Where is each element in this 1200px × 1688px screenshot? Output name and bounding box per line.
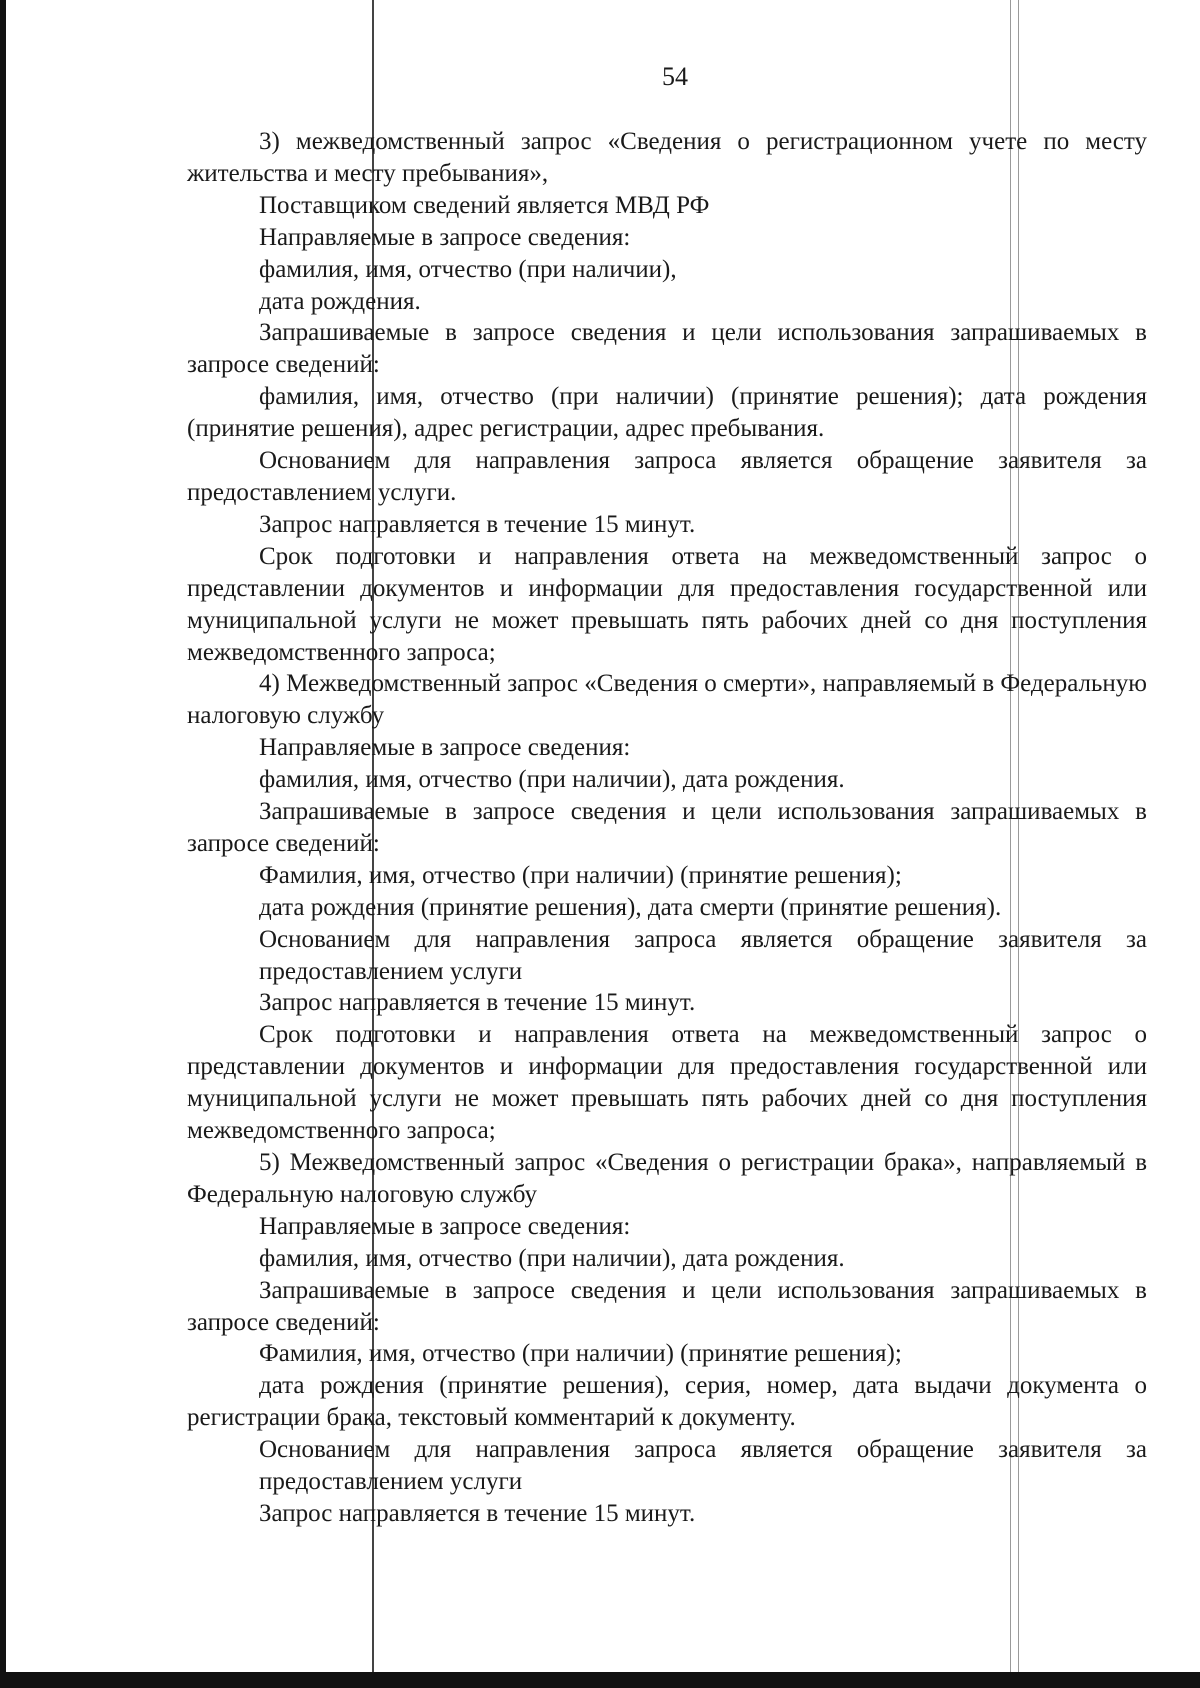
paragraph: Запрос направляется в течение 15 минут. (259, 989, 696, 1017)
paragraph: фамилия, имя, отчество (при наличии) (принятие решения); дата рождения (принятие решения), адрес регистрации, адрес пребывания. (187, 383, 1147, 443)
paragraph: Поставщиком сведений является МВД РФ (259, 191, 710, 219)
paragraph: Запрашиваемые в запросе сведения и цели использования запрашиваемых в запросе сведений: (187, 798, 1147, 857)
paragraph: дата рождения (принятие решения), дата смерти (принятие решения). (259, 893, 1002, 921)
paragraph: Запрашиваемые в запросе сведения и цели использования запрашиваемых в запросе сведений: (187, 1276, 1147, 1336)
paragraph: фамилия, имя, отчество (при наличии), (259, 255, 677, 283)
paragraph: Направляемые в запросе сведения: (259, 734, 631, 762)
paragraph: 3) межведомственный запрос «Сведения о регистрационном учете по месту жительства и месту пребывания», (187, 128, 1147, 187)
paragraph: Направляемые в запросе сведения: (259, 223, 631, 251)
document-body (187, 126, 1147, 1530)
paragraph: 4) Межведомственный запрос «Сведения о смерти», направляемый в Федеральную налоговую службу (187, 670, 1147, 730)
paragraph: фамилия, имя, отчество (при наличии), дата рождения. (259, 1244, 845, 1272)
paragraph: дата рождения (принятие решения), серия, номер, дата выдачи документа о регистрации брака, текстовый комментарий к документу. (187, 1372, 1147, 1432)
paragraph: Запрос направляется в течение 15 минут. (259, 1499, 696, 1527)
paragraph: Основанием для направления запроса является обращение заявителя за предоставлением услуги (259, 1436, 1147, 1496)
scan-bottom-edge (0, 1672, 1200, 1688)
paragraph: Основанием для направления запроса является обращение заявителя за предоставлением услуги (259, 925, 1147, 985)
page-number: 54 (662, 62, 688, 91)
paragraph: дата рождения. (259, 287, 421, 315)
paragraph: фамилия, имя, отчество (при наличии), дата рождения. (259, 766, 845, 794)
paragraph: Направляемые в запросе сведения: (259, 1212, 631, 1240)
paragraph: Основанием для направления запроса является обращение заявителя за предоставлением услуги. (187, 447, 1147, 506)
paragraph: Фамилия, имя, отчество (при наличии) (принятие решения); (259, 1340, 902, 1368)
paragraph: Фамилия, имя, отчество (при наличии) (принятие решения); (259, 861, 902, 889)
paragraph: Срок подготовки и направления ответа на межведомственный запрос о представлении документов и информации для предоставления государственной или муниципальной услуги не может превышать пять рабочих дней со дня поступления межведомственного запроса; (187, 542, 1147, 666)
paragraph: Срок подготовки и направления ответа на межведомственный запрос о представлении документов и информации для предоставления государственной или муниципальной услуги не может превышать пять рабочих дней со дня поступления межведомственного запроса; (187, 1021, 1147, 1145)
paragraph: Запрос направляется в течение 15 минут. (259, 510, 696, 538)
paragraph: Запрашиваемые в запросе сведения и цели использования запрашиваемых в запросе сведений: (187, 319, 1147, 379)
scan-left-edge (0, 0, 6, 1688)
paragraph: 5) Межведомственный запрос «Сведения о регистрации брака», направляемый в Федеральную налоговую службу (187, 1149, 1147, 1208)
